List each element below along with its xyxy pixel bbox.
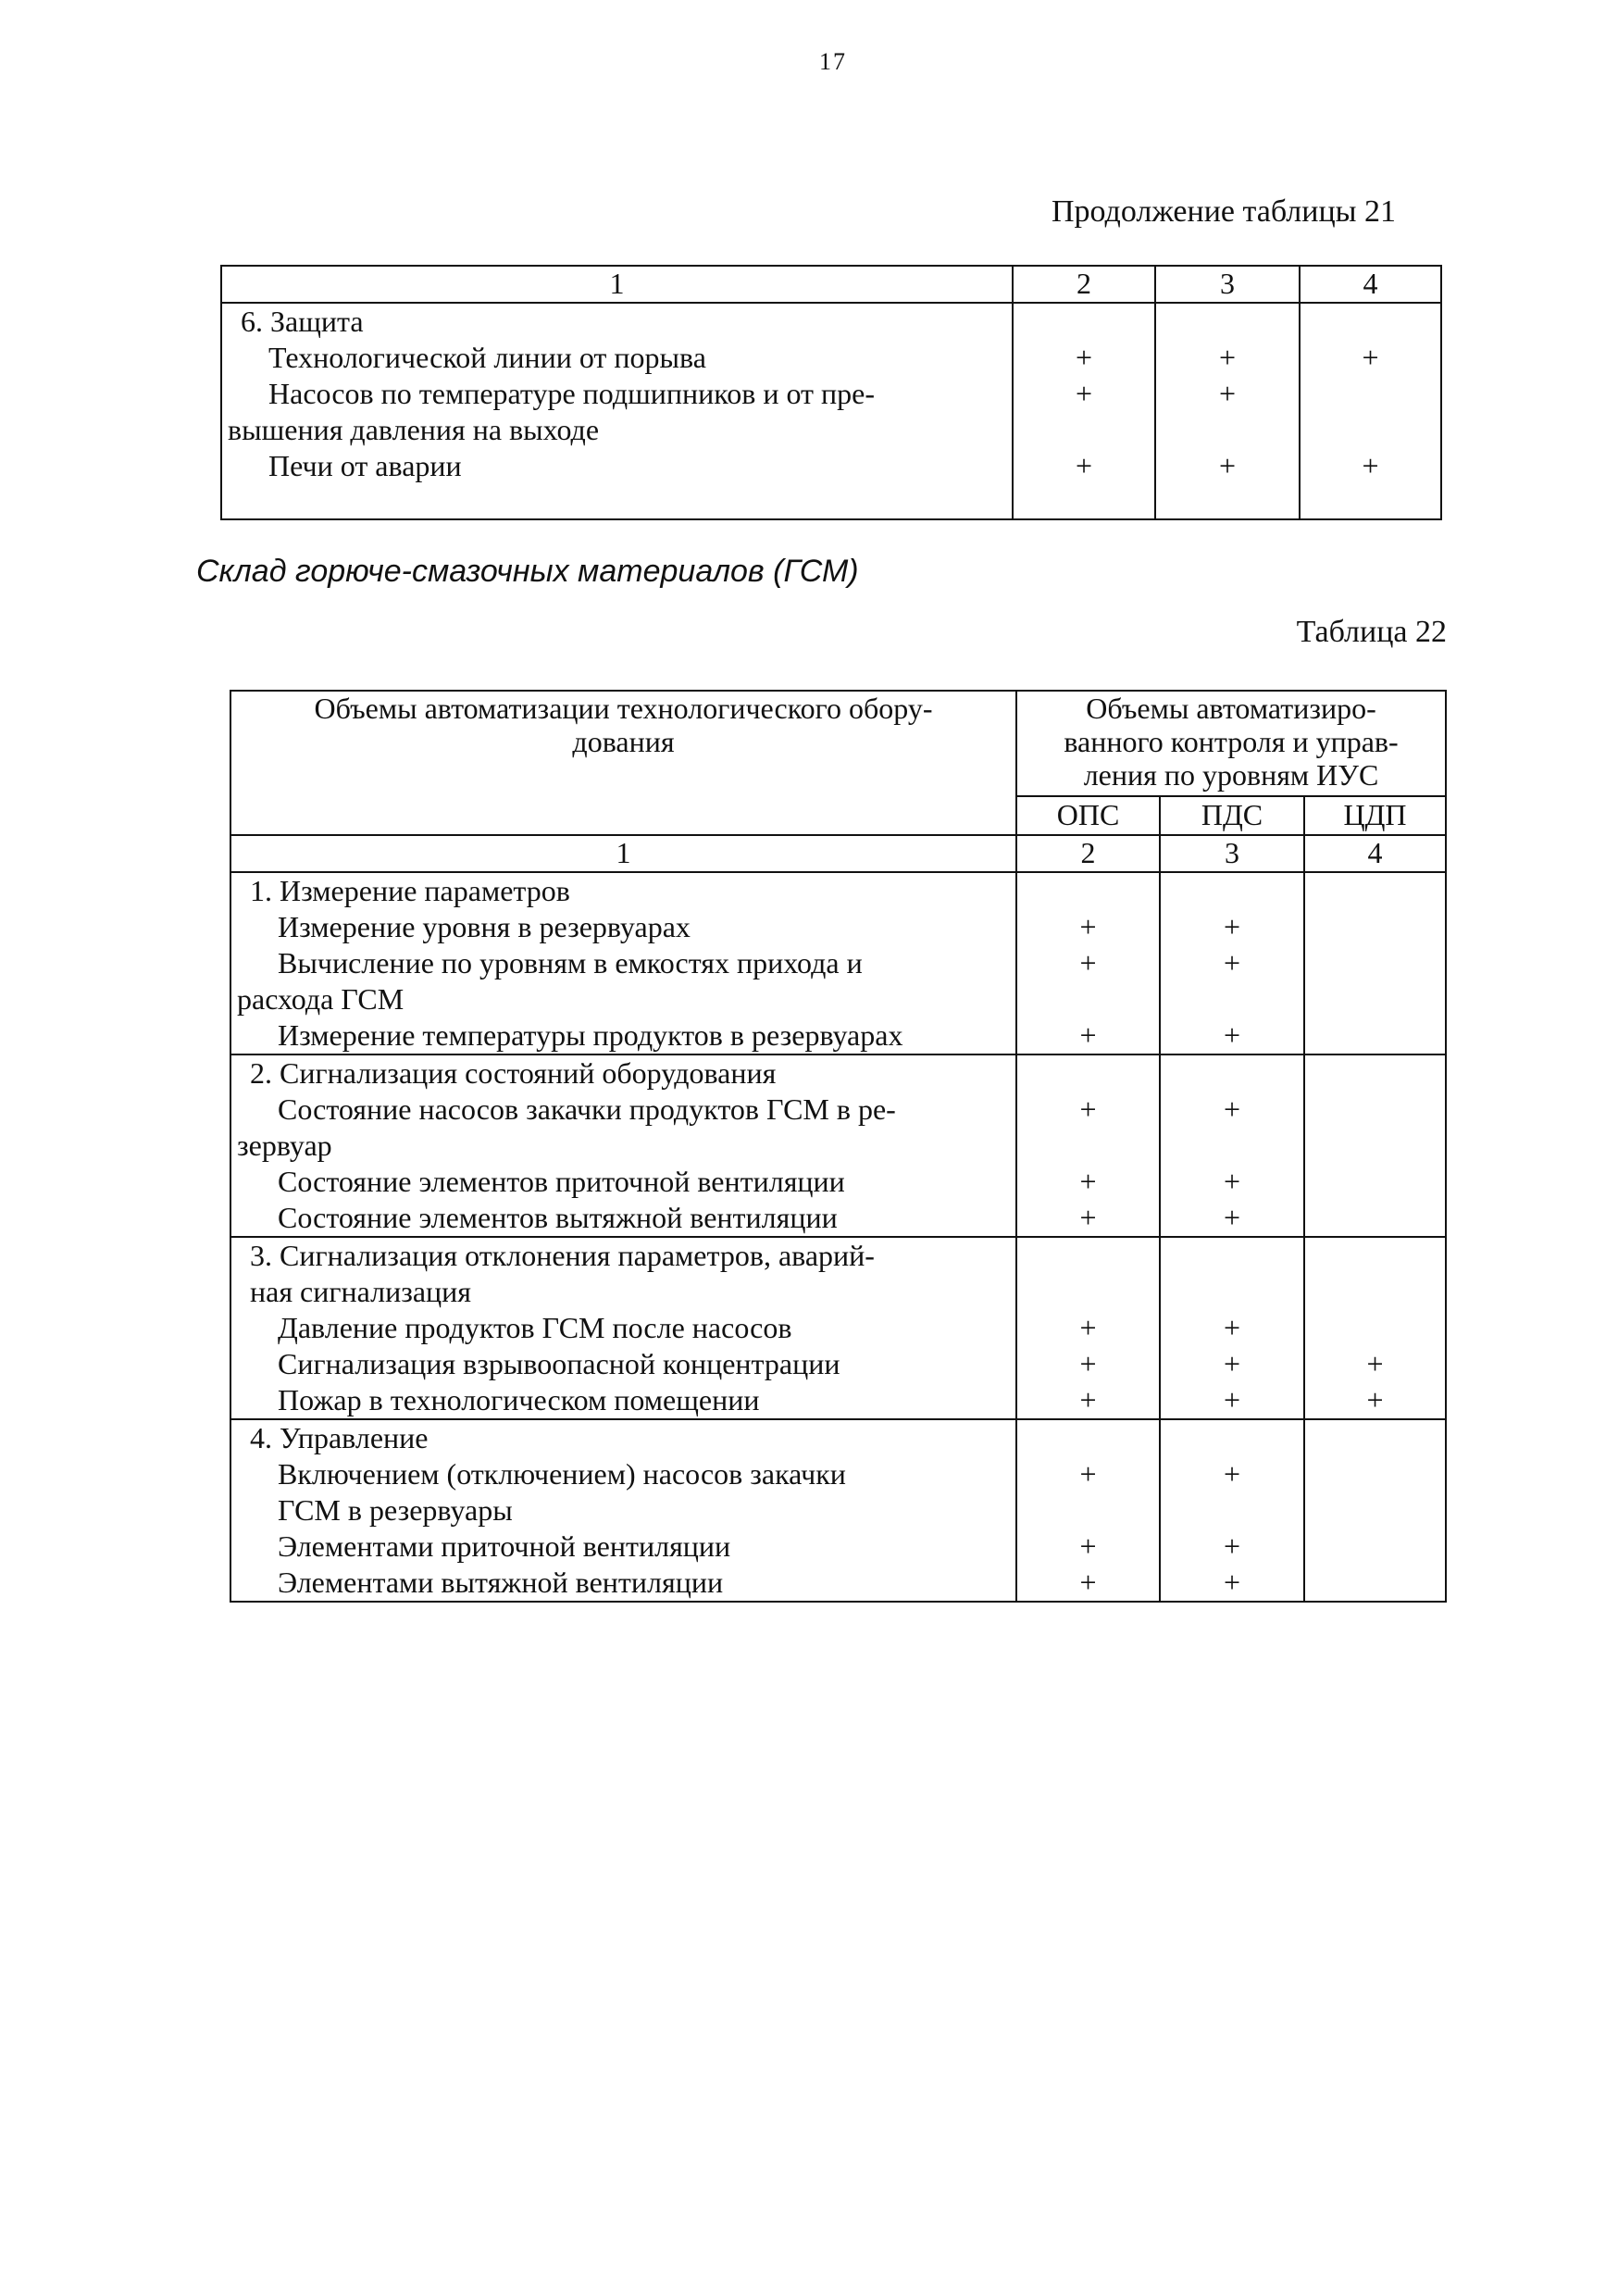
column-number: 1 <box>221 266 1013 303</box>
row-label: Давление продуктов ГСМ после насосов <box>278 1311 792 1344</box>
table-21-continuation-caption: Продолжение таблицы 21 <box>1051 194 1396 229</box>
plus-mark: + <box>1223 1566 1241 1599</box>
plus-mark: + <box>1362 449 1379 482</box>
plus-mark: + <box>1223 1383 1241 1416</box>
row-label: Вычисление по уровням в емкостях прихода и <box>278 946 863 980</box>
table-row <box>230 1237 1446 1419</box>
plus-mark: + <box>1223 946 1241 980</box>
row-label-continued: вышения давления на выходе <box>228 413 600 446</box>
header-line: дования <box>572 725 675 758</box>
plus-mark <box>1305 1092 1445 1128</box>
plus-mark: + <box>1223 1092 1241 1126</box>
group-title: 3. Сигнализация отклонения параметров, аварий- <box>250 1239 875 1272</box>
plus-mark: + <box>1223 910 1241 943</box>
row-label: Печи от аварии <box>268 449 462 482</box>
header-line: ванного контроля и управ- <box>1064 725 1399 758</box>
plus-mark: + <box>1079 1566 1097 1599</box>
row-label: Состояние элементов вытяжной вентиляции <box>278 1201 838 1234</box>
cdp-marks-cell <box>1304 872 1446 1054</box>
column-number: 3 <box>1160 835 1304 872</box>
pds-marks-cell <box>1155 303 1300 519</box>
group-cell <box>230 872 1016 1054</box>
plus-mark <box>1305 1200 1445 1236</box>
plus-mark: + <box>1218 449 1237 482</box>
header-line: ления по уровням ИУС <box>1083 758 1379 792</box>
row-label: Включением (отключением) насосов закачки <box>278 1457 846 1491</box>
plus-mark: + <box>1223 1457 1241 1491</box>
table-row <box>230 872 1446 1054</box>
column-number: 3 <box>1155 266 1300 303</box>
section-heading: Склад горюче-смазочных материалов (ГСМ) <box>196 554 859 589</box>
header-equipment-scope <box>230 691 1016 835</box>
row-label: Измерение температуры продуктов в резервуарах <box>278 1018 903 1052</box>
pds-marks-cell <box>1160 1419 1304 1602</box>
row-label-continued: зервуар <box>237 1129 332 1162</box>
row-label: Сигнализация взрывоопасной концентрации <box>278 1347 840 1380</box>
header-row <box>230 691 1446 796</box>
row-label-continued: ГСМ в резервуары <box>278 1493 513 1527</box>
row-label: Измерение уровня в резервуарах <box>278 910 691 943</box>
row-label: Состояние элементов приточной вентиляции <box>278 1165 845 1198</box>
row-label-continued: расхода ГСМ <box>237 982 404 1016</box>
plus-mark: + <box>1079 1347 1097 1380</box>
table-row <box>230 1419 1446 1602</box>
plus-mark: + <box>1366 1383 1384 1416</box>
plus-mark: + <box>1075 341 1093 374</box>
column-number-row <box>221 266 1441 303</box>
row-label: Пожар в технологическом помещении <box>278 1383 760 1416</box>
level-ops: ОПС <box>1016 796 1160 835</box>
plus-mark: + <box>1079 1383 1097 1416</box>
pds-marks-cell <box>1160 1054 1304 1237</box>
plus-mark: + <box>1079 1529 1097 1563</box>
plus-mark: + <box>1079 1092 1097 1126</box>
table-22 <box>230 690 1447 1603</box>
group-title: 2. Сигнализация состояний оборудования <box>250 1056 777 1090</box>
plus-mark <box>1305 945 1445 981</box>
plus-mark: + <box>1362 341 1379 374</box>
plus-mark: + <box>1223 1311 1241 1344</box>
group-cell <box>230 1054 1016 1237</box>
table-row <box>221 303 1441 519</box>
plus-mark: + <box>1218 377 1237 410</box>
column-number-row <box>230 835 1446 872</box>
plus-mark: + <box>1079 1018 1097 1052</box>
plus-mark <box>1305 1164 1445 1200</box>
plus-mark: + <box>1079 1311 1097 1344</box>
plus-mark <box>1305 1456 1445 1492</box>
plus-mark: + <box>1366 1347 1384 1380</box>
plus-mark <box>1301 376 1440 412</box>
ops-marks-cell <box>1016 872 1160 1054</box>
group-title-continued: ная сигнализация <box>250 1275 472 1308</box>
plus-mark <box>1305 1565 1445 1601</box>
plus-mark: + <box>1218 341 1237 374</box>
ops-marks-cell <box>1013 303 1155 519</box>
table-row <box>230 1054 1446 1237</box>
plus-mark: + <box>1223 1529 1241 1563</box>
cdp-marks-cell <box>1304 1419 1446 1602</box>
row-label: Насосов по температуре подшипников и от пре- <box>268 377 875 410</box>
header-control-scope <box>1016 691 1446 796</box>
ops-marks-cell <box>1016 1054 1160 1237</box>
column-number: 2 <box>1016 835 1160 872</box>
column-number: 2 <box>1013 266 1155 303</box>
plus-mark: + <box>1223 1347 1241 1380</box>
cdp-marks-cell <box>1300 303 1441 519</box>
row-label: Элементами вытяжной вентиляции <box>278 1566 724 1599</box>
ops-marks-cell <box>1016 1237 1160 1419</box>
plus-mark <box>1305 909 1445 945</box>
group-cell <box>221 303 1013 519</box>
group-cell <box>230 1419 1016 1602</box>
header-line: Объемы автоматизиро- <box>1086 692 1376 725</box>
row-label: Состояние насосов закачки продуктов ГСМ в ре- <box>278 1092 896 1126</box>
row-label: Элементами приточной вентиляции <box>278 1529 731 1563</box>
plus-mark: + <box>1075 449 1093 482</box>
plus-mark <box>1305 1017 1445 1054</box>
plus-mark: + <box>1223 1201 1241 1234</box>
table-22-caption: Таблица 22 <box>1296 615 1447 649</box>
plus-mark: + <box>1075 377 1093 410</box>
cdp-marks-cell <box>1304 1054 1446 1237</box>
plus-mark <box>1305 1529 1445 1565</box>
level-pds: ПДС <box>1160 796 1304 835</box>
pds-marks-cell <box>1160 872 1304 1054</box>
header-line: Объемы автоматизации технологического обору- <box>314 692 933 725</box>
column-number: 1 <box>230 835 1016 872</box>
page-number-mark: 17 <box>819 48 847 75</box>
plus-mark: + <box>1079 1165 1097 1198</box>
plus-mark: + <box>1079 1457 1097 1491</box>
group-title: 4. Управление <box>250 1421 429 1454</box>
column-number: 4 <box>1304 835 1446 872</box>
plus-mark: + <box>1223 1018 1241 1052</box>
level-cdp: ЦДП <box>1304 796 1446 835</box>
group-title: 6. Защита <box>241 305 364 338</box>
plus-mark: + <box>1079 1201 1097 1234</box>
pds-marks-cell <box>1160 1237 1304 1419</box>
ops-marks-cell <box>1016 1419 1160 1602</box>
plus-mark <box>1305 1310 1445 1346</box>
column-number: 4 <box>1300 266 1441 303</box>
plus-mark: + <box>1223 1165 1241 1198</box>
group-cell <box>230 1237 1016 1419</box>
cdp-marks-cell <box>1304 1237 1446 1419</box>
plus-mark: + <box>1079 946 1097 980</box>
table-21 <box>220 265 1442 520</box>
plus-mark: + <box>1079 910 1097 943</box>
row-label: Технологической линии от порыва <box>268 341 706 374</box>
group-title: 1. Измерение параметров <box>250 874 570 907</box>
